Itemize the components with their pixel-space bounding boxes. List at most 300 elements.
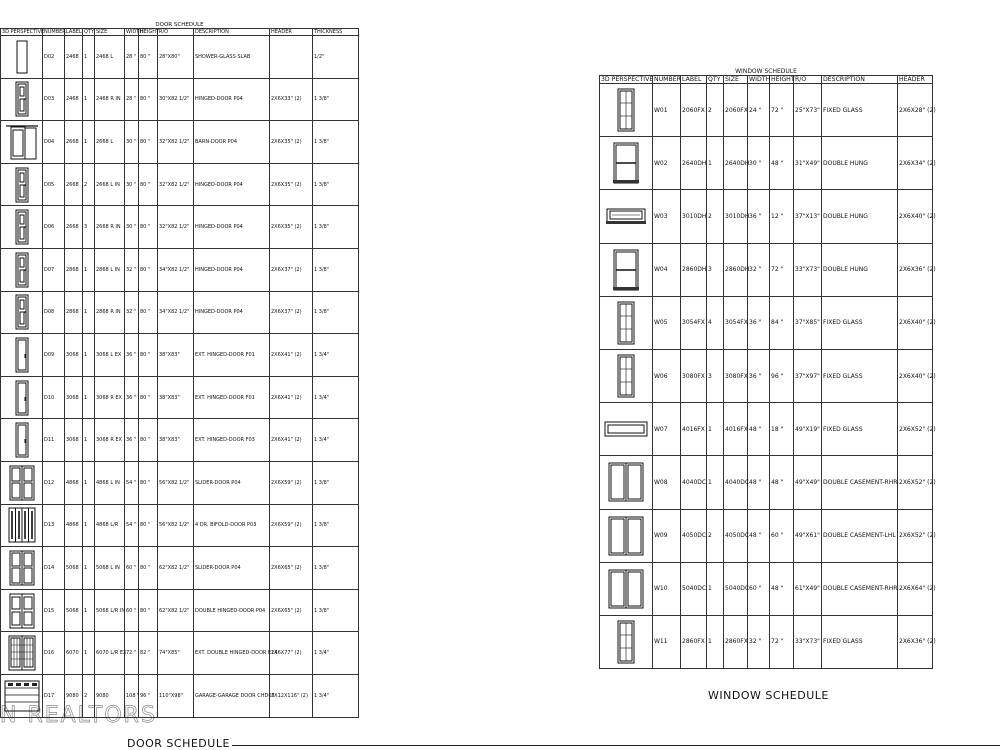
window-qty-cell: 1 (707, 137, 724, 190)
window-number-cell: W07 (653, 403, 681, 456)
door-schedule-row (1, 674, 359, 717)
door-width-cell: 60 " (125, 547, 139, 590)
door-label-cell: 3068 (65, 376, 83, 419)
door-width-cell: 30 " (125, 163, 139, 206)
door-description-cell: SLIDER-DOOR P04 (194, 547, 270, 590)
window-number-cell: W01 (653, 84, 681, 137)
window-number-cell: W06 (653, 349, 681, 402)
window-header-cell: 2X6X52" (2) (898, 509, 933, 562)
door-header-cell: 2X6X37" (2) (270, 291, 313, 334)
door-size-cell: 4868 L IN (95, 461, 125, 504)
window-schedule-row (600, 403, 933, 456)
fixed-glass-window-icon (600, 84, 653, 137)
door-schedule-title: DOOR SCHEDULE (127, 737, 230, 750)
window-header-cell: 2X6X34" (2) (898, 137, 933, 190)
door-size-cell: 6070 L/R EX (95, 632, 125, 675)
door-header-cell: 2X6X37" (2) (270, 248, 313, 291)
window-schedule-row (600, 190, 933, 243)
window-description-cell: DOUBLE CASEMENT-RHR (822, 456, 898, 509)
window-size-cell: 4040DC (724, 456, 748, 509)
door-ro-cell: 38"X83" (158, 376, 194, 419)
door-schedule-row (1, 461, 359, 504)
window-ro-cell: 37"X13" (794, 190, 822, 243)
window-ro-cell: 37"X97" (794, 349, 822, 402)
window-qty-cell: 3 (707, 243, 724, 296)
door-header-cell (270, 36, 313, 79)
door-thickness-cell: 1 3/8" (313, 78, 359, 121)
door-size-cell: 3068 R EX (95, 376, 125, 419)
window-description-cell: FIXED GLASS (822, 615, 898, 668)
door-size-cell: 2668 L IN (95, 163, 125, 206)
door-description-cell: EXT. DOUBLE HINGED-DOOR E14 (194, 632, 270, 675)
door-col-header: HEIGHT (140, 29, 160, 35)
door-description-cell: HINGED-DOOR P04 (194, 291, 270, 334)
awning-window-icon (600, 190, 653, 243)
window-schedule-row (600, 456, 933, 509)
hinged-door-icon (1, 78, 43, 121)
window-number-cell: W02 (653, 137, 681, 190)
window-col-header: HEIGHT (771, 76, 795, 83)
window-description-cell: DOUBLE HUNG (822, 190, 898, 243)
window-col-header: R/O (794, 76, 822, 84)
casement-window-icon (600, 456, 653, 509)
door-number-cell: D03 (43, 78, 65, 121)
door-qty-cell: 1 (83, 291, 95, 334)
door-width-cell: 108 " (125, 674, 139, 717)
door-height-cell: 80 " (139, 461, 158, 504)
window-schedule-row (600, 137, 933, 190)
door-thickness-cell: 1 3/4" (313, 419, 359, 462)
window-header-cell: 2X6X28" (2) (898, 84, 933, 137)
door-size-cell: 3068 R EX (95, 419, 125, 462)
window-width-cell: 36 " (748, 296, 770, 349)
door-number-cell: D05 (43, 163, 65, 206)
window-width-cell: 48 " (748, 456, 770, 509)
window-header-cell: 2X6X52" (2) (898, 456, 933, 509)
window-height-cell: 72 " (770, 243, 794, 296)
door-width-cell: 28 " (125, 78, 139, 121)
window-description-cell: DOUBLE HUNG (822, 137, 898, 190)
barn-door-icon (1, 121, 43, 164)
casement-window-icon (600, 509, 653, 562)
door-header-cell: 2X6X41" (2) (270, 334, 313, 377)
door-thickness-cell: 1 3/8" (313, 461, 359, 504)
window-schedule-row (600, 84, 933, 137)
door-ro-cell: 38"X83" (158, 419, 194, 462)
window-description-cell: DOUBLE CASEMENT-LHL (822, 509, 898, 562)
door-ro-cell: 74"X85" (158, 632, 194, 675)
door-qty-cell: 2 (83, 674, 95, 717)
door-qty-cell: 2 (83, 163, 95, 206)
window-label-cell: 2060FX (681, 84, 707, 137)
door-schedule-row (1, 632, 359, 675)
window-label-cell: 4016FX (681, 403, 707, 456)
window-ro-cell: 49"X49" (794, 456, 822, 509)
window-height-cell: 96 " (770, 349, 794, 402)
window-label-cell: 3080FX (681, 349, 707, 402)
door-thickness-cell: 1 3/8" (313, 121, 359, 164)
door-size-cell: 2868 L IN (95, 248, 125, 291)
window-description-cell: DOUBLE CASEMENT-RHR (822, 562, 898, 615)
door-thickness-cell: 1 3/8" (313, 248, 359, 291)
door-label-cell: 2868 (65, 248, 83, 291)
window-height-cell: 84 " (770, 296, 794, 349)
door-schedule-row (1, 36, 359, 79)
door-width-cell: 30 " (125, 121, 139, 164)
window-width-cell: 48 " (748, 403, 770, 456)
door-schedule-row (1, 419, 359, 462)
door-ro-cell: 34"X82 1/2" (158, 291, 194, 334)
window-header-cell: 2X6X36" (2) (898, 243, 933, 296)
door-schedule-row (1, 78, 359, 121)
window-label-cell: 4050DC (681, 509, 707, 562)
door-col-header: LABEL (66, 29, 82, 35)
door-width-cell: 60 " (125, 589, 139, 632)
window-height-cell: 18 " (770, 403, 794, 456)
door-ro-cell: 34"X82 1/2" (158, 248, 194, 291)
window-width-cell: 30 " (748, 137, 770, 190)
window-label-cell: 2860FX (681, 615, 707, 668)
door-label-cell: 4868 (65, 504, 83, 547)
door-schedule-row (1, 504, 359, 547)
shower-door-icon (1, 36, 43, 79)
window-col-header: WIDTH (749, 76, 771, 83)
window-size-cell: 2640DH (724, 137, 748, 190)
door-height-cell: 80 " (139, 589, 158, 632)
door-label-cell: 3068 (65, 419, 83, 462)
window-label-cell: 5040DC (681, 562, 707, 615)
door-ro-cell: 28"X80" (158, 36, 194, 79)
window-ro-cell: 49"X61" (794, 509, 822, 562)
window-col-header: HEADER (898, 76, 933, 84)
window-size-cell: 3010DH (724, 190, 748, 243)
exterior-door-icon (1, 334, 43, 377)
door-thickness-cell: 1 3/8" (313, 163, 359, 206)
window-ro-cell: 33"X73" (794, 243, 822, 296)
door-size-cell: 9080 (95, 674, 125, 717)
window-width-cell: 32 " (748, 243, 770, 296)
door-header-cell: 2X6X59" (2) (270, 461, 313, 504)
door-size-cell: 2868 R IN (95, 291, 125, 334)
window-number-cell: W05 (653, 296, 681, 349)
door-width-cell: 32 " (125, 291, 139, 334)
door-ro-cell: 56"X82 1/2" (158, 504, 194, 547)
double-hung-window-icon (600, 243, 653, 296)
exterior-door-icon (1, 376, 43, 419)
window-qty-cell: 1 (707, 403, 724, 456)
door-qty-cell: 1 (83, 632, 95, 675)
door-description-cell: EXT. HINGED-DOOR F01 (194, 334, 270, 377)
door-col-header: QTY (84, 29, 95, 35)
door-height-cell: 80 " (139, 206, 158, 249)
window-qty-cell: 2 (707, 84, 724, 137)
door-number-cell: D02 (43, 36, 65, 79)
window-ro-cell: 33"X73" (794, 615, 822, 668)
door-qty-cell: 1 (83, 504, 95, 547)
window-label-cell: 2860DH (681, 243, 707, 296)
window-schedule-title: WINDOW SCHEDULE (708, 689, 829, 702)
door-thickness-cell: 1 3/8" (313, 291, 359, 334)
door-description-cell: EXT. HINGED-DOOR F03 (194, 419, 270, 462)
door-header-cell: 2X6X65" (2) (270, 547, 313, 590)
door-size-cell: 2668 R IN (95, 206, 125, 249)
door-thickness-cell: 1 3/4" (313, 376, 359, 419)
door-number-cell: D07 (43, 248, 65, 291)
door-description-cell: 4 DR. BIFOLD-DOOR P03 (194, 504, 270, 547)
door-number-cell: D15 (43, 589, 65, 632)
door-col-header: THICKNESS (313, 29, 359, 36)
door-schedule-caption: DOOR SCHEDULE (1, 22, 359, 29)
door-width-cell: 72 " (125, 632, 139, 675)
window-header-cell: 2X6X40" (2) (898, 190, 933, 243)
door-size-cell: 4868 L/R (95, 504, 125, 547)
door-height-cell: 96 " (139, 674, 158, 717)
window-ro-cell: 61"X49" (794, 562, 822, 615)
window-header-cell: 2X6X36" (2) (898, 615, 933, 668)
door-header-cell: 2X6X41" (2) (270, 376, 313, 419)
window-description-cell: FIXED GLASS (822, 403, 898, 456)
door-qty-cell: 1 (83, 248, 95, 291)
door-label-cell: 5068 (65, 547, 83, 590)
door-description-cell: DOUBLE HINGED-DOOR P04 (194, 589, 270, 632)
door-number-cell: D09 (43, 334, 65, 377)
door-label-cell: 2668 (65, 206, 83, 249)
door-label-cell: 5068 (65, 589, 83, 632)
door-number-cell: D06 (43, 206, 65, 249)
door-label-cell: 2468 (65, 78, 83, 121)
window-size-cell: 2860DH (724, 243, 748, 296)
door-description-cell: HINGED-DOOR P04 (194, 248, 270, 291)
double-hung-window-icon (600, 137, 653, 190)
door-schedule-row (1, 121, 359, 164)
door-header-cell: 2X6X41" (2) (270, 419, 313, 462)
door-width-cell: 32 " (125, 248, 139, 291)
door-thickness-cell: 1 3/8" (313, 504, 359, 547)
door-qty-cell: 1 (83, 589, 95, 632)
door-size-cell: 2668 L (95, 121, 125, 164)
window-label-cell: 4040DC (681, 456, 707, 509)
door-width-cell: 28 " (125, 36, 139, 79)
door-description-cell: HINGED-DOOR P04 (194, 206, 270, 249)
door-schedule-row (1, 376, 359, 419)
door-label-cell: 4868 (65, 461, 83, 504)
door-label-cell: 6070 (65, 632, 83, 675)
window-col-header: DESCRIPTION (822, 76, 898, 84)
door-header-cell: 2X6X77" (2) (270, 632, 313, 675)
door-col-header: HEADER (270, 29, 313, 36)
window-size-cell: 4016FX (724, 403, 748, 456)
window-width-cell: 36 " (748, 349, 770, 402)
casement-window-icon (600, 562, 653, 615)
door-col-header: SIZE (95, 29, 125, 36)
hinged-door-icon (1, 206, 43, 249)
door-schedule-row (1, 589, 359, 632)
window-header-cell: 2X6X64" (2) (898, 562, 933, 615)
door-qty-cell: 1 (83, 78, 95, 121)
door-size-cell: 5068 L IN (95, 547, 125, 590)
door-header-cell: 2X6X35" (2) (270, 163, 313, 206)
window-height-cell: 48 " (770, 562, 794, 615)
realtors-watermark: N REALTORS (0, 703, 157, 728)
door-description-cell: SHOWER-GLASS SLAB (194, 36, 270, 79)
window-header-cell: 2X6X40" (2) (898, 296, 933, 349)
slider-door-icon (1, 461, 43, 504)
door-height-cell: 80 " (139, 78, 158, 121)
window-ro-cell: 31"X49" (794, 137, 822, 190)
door-height-cell: 80 " (139, 334, 158, 377)
door-width-cell: 36 " (125, 376, 139, 419)
door-height-cell: 80 " (139, 121, 158, 164)
door-qty-cell: 3 (83, 206, 95, 249)
door-height-cell: 80 " (139, 291, 158, 334)
door-ro-cell: 110"X98" (158, 674, 194, 717)
door-thickness-cell: 1 3/4" (313, 334, 359, 377)
door-qty-cell: 1 (83, 121, 95, 164)
door-qty-cell: 1 (83, 334, 95, 377)
door-number-cell: D10 (43, 376, 65, 419)
window-schedule-row (600, 509, 933, 562)
window-size-cell: 3080FX (724, 349, 748, 402)
door-number-cell: D17 (43, 674, 65, 717)
window-qty-cell: 1 (707, 562, 724, 615)
window-header-cell: 2X6X52" (2) (898, 403, 933, 456)
window-label-cell: 3010DH (681, 190, 707, 243)
door-schedule-header-row (1, 29, 359, 36)
door-col-header: R/O (158, 29, 194, 36)
door-thickness-cell: 1 3/4" (313, 674, 359, 717)
window-width-cell: 36 " (748, 190, 770, 243)
door-col-header: NUMBER (44, 29, 66, 35)
window-schedule-caption: WINDOW SCHEDULE (600, 68, 933, 76)
window-qty-cell: 1 (707, 456, 724, 509)
door-ro-cell: 62"X82 1/2" (158, 547, 194, 590)
door-size-cell: 2468 L (95, 36, 125, 79)
door-qty-cell: 1 (83, 419, 95, 462)
door-height-cell: 80 " (139, 36, 158, 79)
door-qty-cell: 1 (83, 376, 95, 419)
door-height-cell: 80 " (139, 248, 158, 291)
door-height-cell: 80 " (139, 419, 158, 462)
window-col-header: SIZE (724, 76, 748, 84)
window-size-cell: 4050DC (724, 509, 748, 562)
door-ro-cell: 56"X82 1/2" (158, 461, 194, 504)
door-ro-cell: 30"X82 1/2" (158, 78, 194, 121)
door-schedule-row (1, 248, 359, 291)
window-number-cell: W09 (653, 509, 681, 562)
door-header-cell: 2X6X65" (2) (270, 589, 313, 632)
door-thickness-cell: 1 3/8" (313, 206, 359, 249)
fixed-glass-window-icon (600, 615, 653, 668)
bifold-door-icon (1, 504, 43, 547)
title-underline-divider (232, 745, 1000, 746)
door-size-cell: 2468 R IN (95, 78, 125, 121)
door-number-cell: D16 (43, 632, 65, 675)
door-col-header: 3D PERSPECTIVE (2, 29, 45, 35)
door-schedule-row (1, 547, 359, 590)
window-size-cell: 3054FX (724, 296, 748, 349)
door-ro-cell: 62"X82 1/2" (158, 589, 194, 632)
window-description-cell: FIXED GLASS (822, 349, 898, 402)
window-number-cell: W10 (653, 562, 681, 615)
door-label-cell: 2668 (65, 163, 83, 206)
door-col-header: WIDTH (126, 29, 144, 35)
exterior-door-icon (1, 419, 43, 462)
window-height-cell: 48 " (770, 137, 794, 190)
window-schedule-row (600, 349, 933, 402)
door-number-cell: D12 (43, 461, 65, 504)
door-size-cell: 3068 L EX (95, 334, 125, 377)
door-number-cell: D11 (43, 419, 65, 462)
door-qty-cell: 1 (83, 547, 95, 590)
window-schedule-row (600, 615, 933, 668)
door-thickness-cell: 1 3/8" (313, 589, 359, 632)
slider-door-icon (1, 547, 43, 590)
fixed-glass-window-icon (600, 296, 653, 349)
window-qty-cell: 1 (707, 615, 724, 668)
door-height-cell: 80 " (139, 376, 158, 419)
door-description-cell: SLIDER-DOOR P04 (194, 461, 270, 504)
door-label-cell: 9080 (65, 674, 83, 717)
door-ro-cell: 38"X83" (158, 334, 194, 377)
door-width-cell: 54 " (125, 461, 139, 504)
window-qty-cell: 4 (707, 296, 724, 349)
window-size-cell: 5040DC (724, 562, 748, 615)
door-height-cell: 82 " (139, 632, 158, 675)
window-col-header: QTY (707, 76, 724, 84)
window-width-cell: 24 " (748, 84, 770, 137)
door-width-cell: 36 " (125, 334, 139, 377)
door-header-cell: 2X6X59" (2) (270, 504, 313, 547)
door-label-cell: 3068 (65, 334, 83, 377)
window-description-cell: DOUBLE HUNG (822, 243, 898, 296)
window-qty-cell: 3 (707, 349, 724, 402)
window-col-header: NUMBER (654, 76, 681, 83)
window-schedule-row (600, 243, 933, 296)
door-header-cell: 2X6X35" (2) (270, 121, 313, 164)
window-header-cell: 2X6X40" (2) (898, 349, 933, 402)
double-door-icon (1, 589, 43, 632)
door-description-cell: HINGED-DOOR P04 (194, 163, 270, 206)
window-label-cell: 2640DH (681, 137, 707, 190)
window-number-cell: W03 (653, 190, 681, 243)
window-col-header: 3D PERSPECTIVE (601, 76, 654, 83)
hinged-door-icon (1, 291, 43, 334)
fixed-glass-window-icon (600, 349, 653, 402)
window-height-cell: 48 " (770, 456, 794, 509)
hinged-door-icon (1, 248, 43, 291)
door-label-cell: 2468 (65, 36, 83, 79)
door-schedule-row (1, 206, 359, 249)
door-number-cell: D04 (43, 121, 65, 164)
door-header-cell: 2X12X116" (2) (270, 674, 313, 717)
door-description-cell: HINGED-DOOR P04 (194, 78, 270, 121)
window-schedule-row (600, 562, 933, 615)
door-description-cell: GARAGE-GARAGE DOOR CHD05 (194, 674, 270, 717)
window-schedule-header-row (600, 76, 933, 84)
window-ro-cell: 37"X85" (794, 296, 822, 349)
door-description-cell: BARN-DOOR P04 (194, 121, 270, 164)
window-label-cell: 3054FX (681, 296, 707, 349)
door-thickness-cell: 1/2" (313, 36, 359, 79)
window-height-cell: 72 " (770, 84, 794, 137)
window-height-cell: 60 " (770, 509, 794, 562)
window-size-cell: 2060FX (724, 84, 748, 137)
door-ro-cell: 32"X82 1/2" (158, 121, 194, 164)
door-width-cell: 30 " (125, 206, 139, 249)
window-number-cell: W08 (653, 456, 681, 509)
door-schedule-table (0, 22, 359, 718)
door-col-header: DESCRIPTION (194, 29, 270, 36)
